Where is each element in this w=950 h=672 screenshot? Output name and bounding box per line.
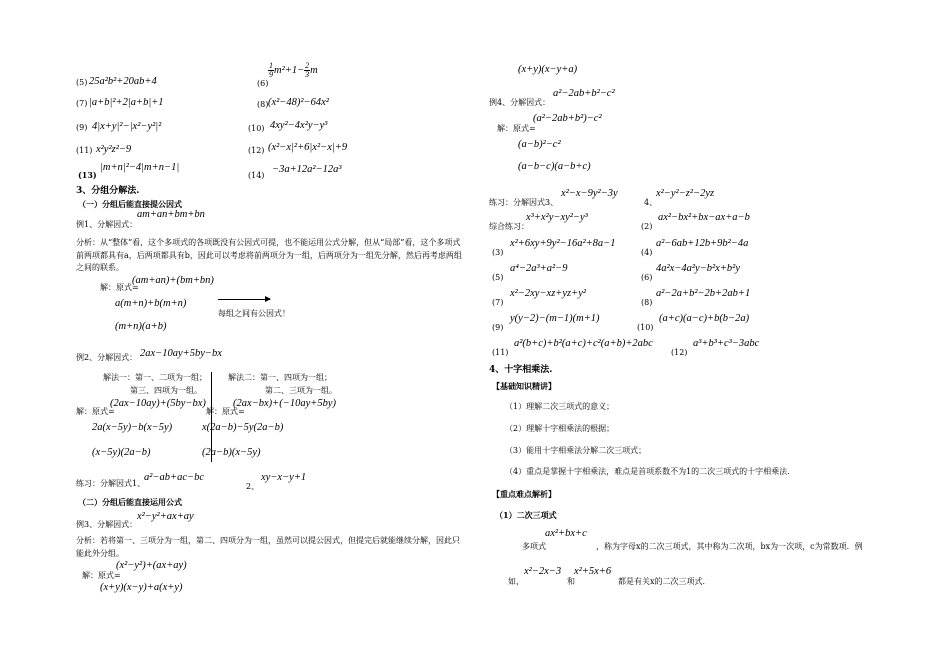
combined-8-num: (8)	[641, 298, 653, 307]
subsection-1-title: （一）分组后能直接提公因式	[78, 199, 182, 209]
combined-11-num: (11)	[492, 348, 509, 357]
combined-8-expr: a²−2a+b²−2b+2ab+1	[656, 288, 751, 299]
exercise-12-expr: (x²−x|²+6|x²−x|+9	[268, 142, 348, 153]
combined-1-expr: x³+x²y−xy²−y³	[526, 212, 588, 223]
combined-7-num: (7)	[492, 298, 504, 307]
example-1-expr: am+an+bm+bn	[137, 209, 205, 220]
item-num-12: (12)	[248, 146, 265, 155]
practice-3-label: 练习：分解因式3、	[489, 198, 559, 207]
item-num-13: (13)	[78, 170, 97, 180]
example-4-step-3: (a−b−c)(a−b+c)	[518, 161, 591, 172]
combined-4-expr: a²−6ab+12b+9b²−4a	[656, 238, 749, 249]
key-points-title: 【重点难点解析】	[492, 489, 556, 499]
fraction-denominator: 9	[269, 70, 273, 79]
combined-10-num: (10)	[637, 323, 654, 332]
fraction-numerator: 2	[305, 61, 310, 70]
example-1-label: 例1、分解因式：	[76, 220, 138, 229]
combined-7-expr: x²−2xy−xz+yz+y²	[510, 288, 587, 299]
analysis-paragraph-2: 分析：若将第一、三项分为一组，第二、四项分为一组，虽然可以提公因式，但提完后就能继续分解，因此只能此外分组。	[76, 536, 460, 558]
basic-item-1: （1）理解二次三项式的意义；	[505, 402, 615, 411]
section-4-title: 4、十字相乘法.	[489, 365, 553, 375]
example-4-solution-label: 解：原式=	[497, 124, 536, 133]
analysis-paragraph-1: 分析：从“整体”看，这个多项式的各项既没有公因式可提，也不能运用公式分解，但从“局部”看，这个多项式前两项都具有a，后两项都具有b，因此可以考虑将前两项分为一组，后两项分为一组先分解，然后再考虑两组之间的联系。	[76, 238, 462, 272]
method-1-line-b: 第三、四项为一组。	[130, 386, 202, 395]
combined-12-num: (12)	[671, 348, 688, 357]
practice-1-expr: a²−ab+ac−bc	[144, 472, 204, 483]
example-3-step-3: (x+y)(x−y+a)	[518, 64, 578, 75]
combined-practice-label: 综合练习：	[489, 222, 529, 231]
combined-10-expr: (a+c)(a−c)+b(b−2a)	[659, 313, 750, 324]
fraction-denominator: 3	[305, 70, 310, 79]
exercise-7-expr: |a+b|²+2|a+b|+1	[89, 97, 164, 108]
example-1-step-2: a(m+n)+b(m+n)	[115, 298, 187, 309]
fraction-middle-term: m²+1−	[274, 64, 305, 76]
subsection-2-title: （二）分组后能直接运用公式	[78, 497, 182, 507]
example-4-label: 例4、分解因式：	[489, 98, 551, 107]
example-4-step-2: (a−b)²−c²	[518, 139, 561, 150]
practice-2-expr: xy−x−y+1	[261, 472, 307, 483]
combined-3-expr: x²+6xy+9y²−16a²+8a−1	[510, 238, 616, 249]
example-2-expr: 2ax−10ay+5by−bx	[140, 348, 222, 359]
basic-item-2: （2）理解十字相乘法的根据；	[505, 424, 615, 433]
arrow-icon	[218, 299, 270, 300]
method-2-step-2: x(2a−b)−5y(2a−b)	[202, 422, 284, 433]
example-4-step-1: (a²−2ab+b²)−c²	[533, 113, 602, 124]
basic-item-4: （4）重点是掌握十字相乘法，难点是首项系数不为1的二次三项式的十字相乘法.	[505, 467, 790, 476]
definition-prefix: 多项式	[522, 542, 546, 551]
example-1-step-3: (m+n)(a+b)	[115, 321, 167, 332]
exercise-10-expr: 4xy²−4x²y−y³	[270, 120, 328, 131]
example-prefix: 如，	[508, 577, 524, 586]
method-1-line-a: 解法一：第一、二项为一组；	[103, 373, 207, 382]
combined-5-num: (5)	[492, 273, 504, 282]
item-num-5: (5)	[76, 78, 88, 87]
example-3-label: 例3、分解因式：	[76, 520, 138, 529]
definition-text: ，称为字母x的二次三项式，其中称为二次项，bx为一次项，c为常数项．例	[596, 542, 863, 551]
practice-4-label: 4、	[644, 198, 658, 207]
basic-item-3: （3）能用十字相乘法分解二次三项式；	[505, 446, 647, 455]
basic-knowledge-title: 【基础知识精讲】	[492, 381, 556, 391]
example-1-step-1: (am+an)+(bm+bn)	[132, 275, 214, 286]
combined-9-expr: y(y−2)−(m−1)(m+1)	[510, 313, 600, 324]
exercise-5-expr: 25a²b²+20ab+4	[89, 76, 157, 87]
method-2-line-b: 第二、三项为一组。	[265, 386, 337, 395]
method-1-solution-label: 解：原式=	[76, 407, 115, 416]
section-3-title: 3、分组分解法.	[76, 186, 140, 196]
combined-2-num: (2)	[641, 222, 653, 231]
example-2-label: 例2、分解因式：	[76, 353, 138, 362]
item-num-6: (6)	[257, 79, 269, 88]
practice-3-expr: x²−x−9y²−3y	[561, 188, 618, 199]
method-1-step-1: (2ax−10ay)+(5by−bx)	[110, 398, 206, 409]
example-trinomial-1: x²−2x−3	[524, 566, 562, 577]
exercise-11-expr: x²y²z²−9	[96, 144, 132, 155]
example-3-step-2: (x+y)(x−y)+a(x+y)	[100, 582, 183, 593]
item-num-9: (9)	[76, 123, 88, 132]
example-suffix: 都是有关x的二次三项式.	[618, 577, 706, 586]
practice-1-label: 练习：分解因式1、	[76, 479, 146, 488]
method-2-step-3: (2a−b)(x−5y)	[202, 447, 261, 458]
combined-3-num: (3)	[492, 248, 504, 257]
combined-5-expr: a⁴−2a³+a²−9	[510, 263, 568, 274]
combined-11-expr: a²(b+c)+b²(a+c)+c²(a+b)+2abc	[514, 338, 653, 349]
item-num-14: (14)	[248, 171, 265, 180]
example-trinomial-2: x²+5x+6	[574, 566, 612, 577]
combined-9-num: (9)	[492, 323, 504, 332]
example-3-expr: x²−y²+ax+ay	[137, 511, 194, 522]
exercise-14-expr: −3a+12a²−12a³	[272, 164, 342, 175]
method-2-solution-label: 解：原式=	[206, 407, 245, 416]
combined-2-expr: ax²−bx²+bx−ax+a−b	[658, 212, 750, 223]
practice-4-expr: x²−y²−z²−2yz	[656, 188, 715, 199]
item-num-8: (8)	[257, 100, 269, 109]
step-2-note: 每组之间有公因式！	[218, 309, 290, 318]
fraction-numerator: 1	[269, 61, 273, 70]
combined-6-num: (6)	[641, 273, 653, 282]
method-2-step-1: (2ax−bx)+(−10ay+5by)	[233, 398, 336, 409]
item-num-10: (10)	[248, 124, 265, 133]
method-1-step-2: 2a(x−5y)−b(x−5y)	[92, 422, 173, 433]
example-3-step-1: (x²−y²)+(ax+ay)	[116, 560, 187, 571]
key-point-1-title: （1）二次三项式	[495, 510, 557, 520]
combined-6-expr: 4a²x−4a²y−b²x+b²y	[656, 263, 740, 274]
exercise-6-expr	[268, 62, 318, 79]
example-and: 和	[567, 577, 575, 586]
practice-2-label: 2、	[246, 482, 260, 491]
exercise-8-expr: (x²−48)²−64x²	[268, 97, 329, 108]
quadratic-trinomial-expr: ax²+bx+c	[545, 528, 587, 539]
example-4-expr: a²−2ab+b²−c²	[553, 88, 615, 99]
combined-12-expr: a³+b³+c³−3abc	[693, 338, 760, 349]
exercise-9-expr: 4|x+y|²−|x²−y²|²	[92, 121, 162, 132]
exercise-13-expr: |m+n|²−4|m+n−1|	[100, 162, 180, 173]
example-3-solution-label: 解：原式=	[82, 571, 121, 580]
method-1-step-3: (x−5y)(2a−b)	[92, 447, 151, 458]
method-2-line-a: 解法二：第一、四项为一组；	[228, 373, 332, 382]
item-num-11: (11)	[76, 146, 93, 155]
solution-label: 解：原式=	[100, 283, 139, 292]
combined-4-num: (4)	[641, 248, 653, 257]
item-num-7: (7)	[76, 99, 88, 108]
fraction-trailing-term: m	[310, 64, 318, 76]
